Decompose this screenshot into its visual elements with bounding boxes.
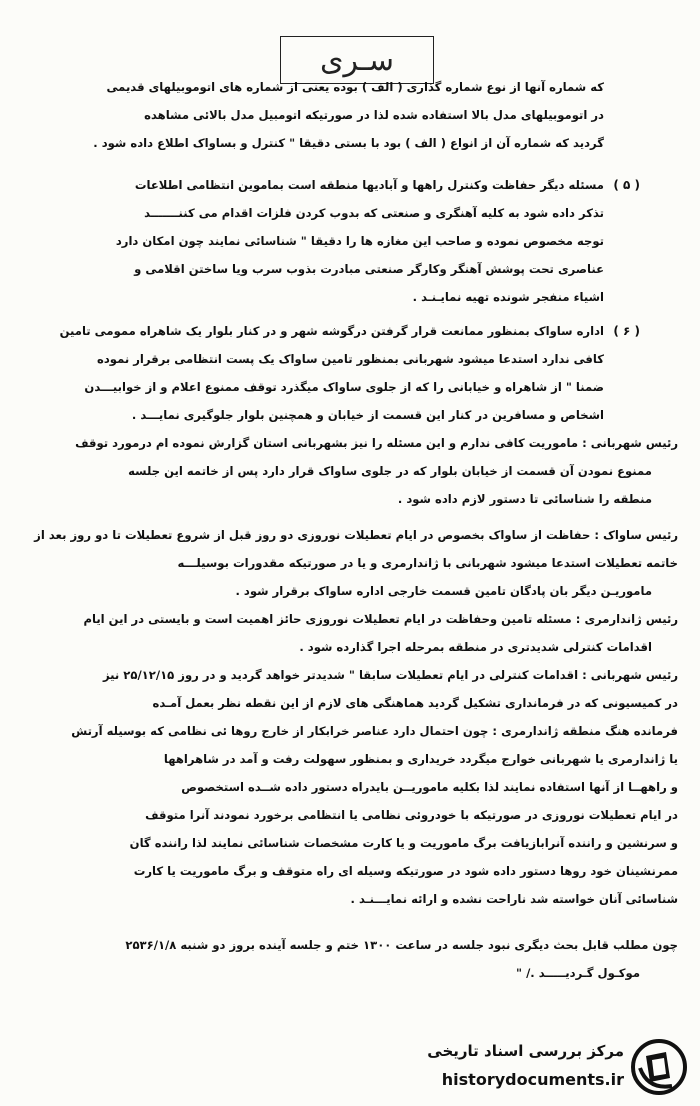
text-line: که شماره آنها از نوع شماره گذاری ( الف ) بوده یعنی از شماره های اتوموبیلهای قدیمی: [106, 80, 604, 94]
text-line: منطقه را شناسائی تا دستور لازم داده شود .: [397, 492, 652, 506]
text-line: ماموریـن دیگر بان پادگان تامین قسمت خارجی اداره ساواک برقرار شود .: [235, 584, 652, 598]
text-line: ممرنشینان خود روها دستور داده شود در صورتیکه وسیله ای راه متوقف و برگ ماموریت یا کارت: [133, 864, 678, 878]
text-line: تذکر داده شود به کلیه آهنگری و صنعتی که بدوب کردن فلزات اقدام می کننـــــــد: [144, 206, 604, 220]
text-line: رئیس ژاندارمری : مسئله تامین وحفاظت در ایام تعطیلات نوروزی حائز اهمیت است و بایستی در این ایام: [83, 612, 678, 626]
classification-label: سـری: [320, 42, 394, 78]
text-line: و راههــا از آنها استفاده نمایند لذا بکلیه ماموریــن بایدراه دستور داده شــده استخصوص: [181, 780, 678, 794]
watermark-org-name: مرکز بررسی اسناد تاریخی: [427, 1042, 624, 1060]
text-line: رئیس شهربانی : اقدامات کنترلی در ایام تعطیلات سابقا " شدیدتر خواهد گردید و در روز ۲۵/۱۲/۱۵ نیز: [102, 668, 678, 682]
text-line: موکـول گـردیـــــد ./ ": [516, 966, 640, 980]
watermark-url: historydocuments.ir: [441, 1070, 624, 1089]
text-line: کافی ندارد استدعا میشود شهربانی بمنظور تامین ساواک یک پست انتظامی برقرار نموده: [97, 352, 604, 366]
text-line: رئیس ساواک : حفاظت از ساواک بخصوص در ایام تعطیلات نوروزی دو روز قبل از شروع تعطیلات تا دو روز بعد از: [34, 528, 678, 542]
watermark-logo: [400, 1030, 700, 1106]
text-line: اشیاء منفجر شونده تهیه نمایـنـد .: [412, 290, 604, 304]
text-line: ضمنا " از شاهراه و خیابانی را که از جلوی ساواک میگذرد توقف ممنوع اعلام و از خوابیـــدن: [84, 380, 604, 394]
text-line: و سرنشین و راننده آنرابازیافت برگ ماموریت و یا کارت مشخصات شناسائی نمایند لذا راننده گان: [129, 836, 678, 850]
text-line: اقدامات کنترلی شدیدتری در منطقه بمرحله اجرا گذارده شود .: [299, 640, 652, 654]
text-line: عناصری تحت پوشش آهنگر وکارگر صنعتی مبادرت بذوب سرب ویا ساختن اقلامی و: [134, 262, 604, 276]
text-line: شناسائی آنان خواسته شد ناراحت نشده و ارائه نمایـــنـد .: [350, 892, 678, 906]
text-line: اداره ساواک بمنظور ممانعت قرار گرفتن درگوشه شهر و در کنار بلوار یک شاهراه ممومی تامین: [59, 324, 604, 338]
text-line: مسئله دیگر حفاظت وکنترل راهها و آبادیها منطقه است بماموین انتظامی اطلاعات: [134, 178, 604, 192]
text-line: رئیس شهربانی : ماموریت کافی ندارم و این مسئله را نیز بشهربانی استان گزارش نموده ام درمورد توقف: [75, 436, 678, 450]
text-line: در اتوموبیلهای مدل بالا استفاده شده لذا در صورتیکه اتومبیل مدل بالائی مشاهده: [144, 108, 604, 122]
paragraph-number: ( ۵ ): [613, 178, 640, 192]
text-line: در ایام تعطیلات نوروزی در صورتیکه با خودروئی نظامی یا انتظامی برخورد نمودند آنرا متوقف: [145, 808, 678, 822]
paragraph-number: ( ۶ ): [613, 324, 640, 338]
text-line: چون مطلب قابل بحث دیگری نبود جلسه در ساعت ۱۳۰۰ ختم و جلسه آینده بروز دو شنبه ۲۵۳۶/۱/۸: [125, 938, 678, 952]
text-line: اشخاص و مسافرین در کنار این قسمت از خیابان و همچنین بلوار جلوگیری نمایـــد .: [131, 408, 604, 422]
text-line: خاتمه تعطیلات استدعا میشود شهربانی با ژاندارمری و یا در صورتیکه مقدورات بوسیلـــه: [177, 556, 678, 570]
text-line: فرمانده هنگ منطقه ژاندارمری : چون احتمال دارد عناصر خرابکار از خارج روها ئی نظامی که بوسیله آرتش: [71, 724, 678, 738]
text-line: در کمیسیونی که در فرمانداری تشکیل گردید هماهنگی های لازم از این نقطه نظر بعمل آمـده: [152, 696, 678, 710]
classification-stamp: [280, 36, 434, 84]
text-line: توجه مخصوص نموده و صاحب این مغازه ها را دقیقا " شناسائی نمایند چون امکان دارد: [115, 234, 604, 248]
text-line: ممنوع نمودن آن قسمت از خیابان بلوار که در جلوی ساواک قرار دارد پس از خاتمه این جلسه: [128, 464, 652, 478]
archive-emblem-icon: [630, 1038, 688, 1096]
text-line: یا ژاندارمری یا شهربانی خوارج میگردد خریداری و بمنظور سهولت رفت و آمد در شاهراهها: [163, 752, 678, 766]
text-line: گردید که شماره آن از انواع ( الف ) بود با بستی دقیقا " کنترل و بساواک اطلاع داده شود .: [93, 136, 604, 150]
